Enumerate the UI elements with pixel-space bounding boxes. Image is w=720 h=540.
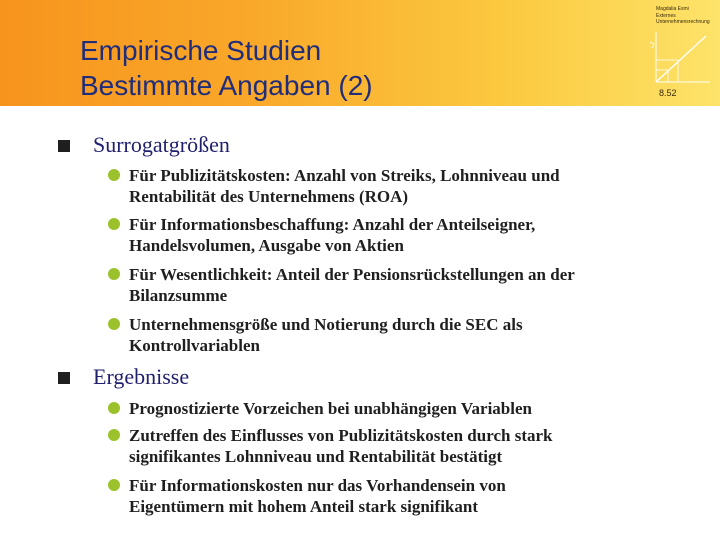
list-item [108,475,688,517]
logo-text-line-2: Externes [656,12,676,19]
list-item-text: Für Informationskosten nur das Vorhandensein von Eigentümern mit hohem Anteil stark signifikant [129,476,506,516]
logo-text-line-3: Unternehmensrechnung [656,19,710,25]
section-heading-surrogatgroessen: Surrogatgrößen [93,132,230,157]
list-item [108,398,688,419]
university-logo [640,0,720,106]
list-item-text: Zutreffen des Einflusses von Publizitätskosten durch stark signifikantes Lohnniveau und Rentabilität bestätigt [129,426,553,466]
title-line-1: Empirische Studien [80,35,322,66]
list-item-text: Prognostizierte Vorzeichen bei unabhängigen Variablen [129,399,532,418]
bullet-icon [108,402,120,414]
list-item [108,214,688,256]
section-bullet [58,372,70,384]
logo-text [656,6,710,26]
list-item [108,264,688,306]
list-item-text: Unternehmensgröße und Notierung durch die SEC als Kontrollvariablen [129,315,523,355]
slide-title [80,33,373,103]
slide-header [0,0,720,106]
bullet-icon [108,218,120,230]
bullet-icon [108,268,120,280]
bullet-icon [108,479,120,491]
list-item [108,314,688,356]
bullet-icon [108,169,120,181]
logo-graph-icon [648,30,712,86]
section-bullet [58,140,70,152]
bullet-icon [108,318,120,330]
list-item-text: Für Informationsbeschaffung: Anzahl der Anteilseigner, Handelsvolumen, Ausgabe von Aktien [129,215,536,255]
list-item-text: Für Publizitätskosten: Anzahl von Streiks, Lohnniveau und Rentabilität des Unternehmens (ROA) [129,166,560,206]
logo-text-line-1: Magdalia Esmi [656,6,689,12]
page-number: 8.52 [659,88,677,98]
title-line-2: Bestimmte Angaben (2) [80,70,373,101]
list-item-text: Für Wesentlichkeit: Anteil der Pensionsrückstellungen an der Bilanzsumme [129,265,575,305]
list-item [108,425,688,467]
section-heading-ergebnisse: Ergebnisse [93,364,190,389]
bullet-icon [108,429,120,441]
list-item [108,165,688,207]
